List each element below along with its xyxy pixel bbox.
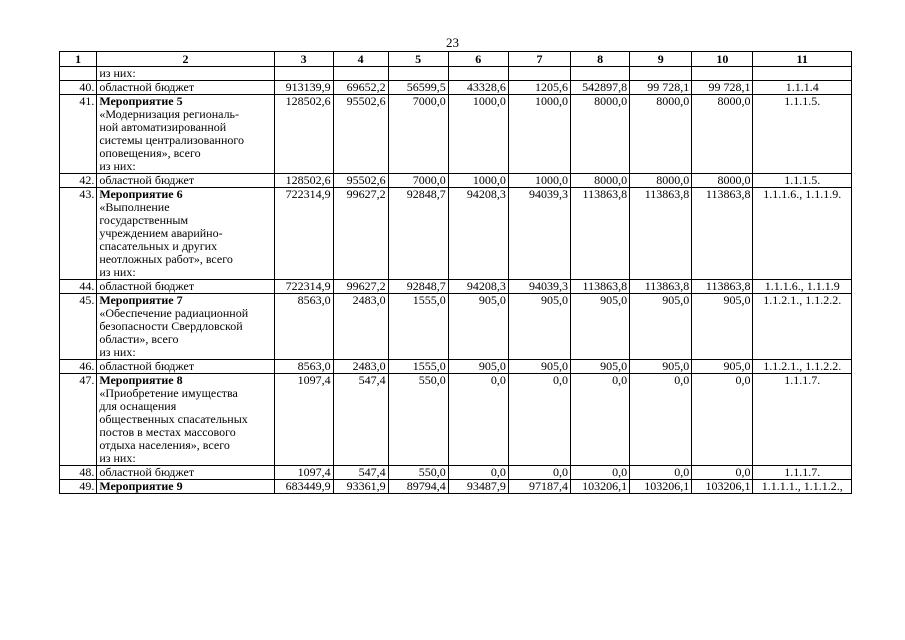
value-cell: 8000,0: [571, 95, 630, 174]
item-description: [97, 280, 274, 294]
item-description: [97, 67, 274, 81]
value-cell: [448, 67, 508, 81]
reference-code: 1.1.1.6., 1.1.1.9: [753, 280, 852, 294]
value-cell: [630, 67, 692, 81]
value-cell: 95502,6: [333, 174, 388, 188]
column-header: 9: [630, 52, 692, 67]
reference-code: 1.1.2.1., 1.1.2.2.: [753, 294, 852, 360]
description-line: государственным: [99, 213, 189, 227]
value-cell: 683449,9: [274, 480, 333, 494]
value-cell: 2483,0: [333, 294, 388, 360]
description-line: областной бюджет: [99, 80, 195, 94]
column-header: 3: [274, 52, 333, 67]
value-cell: 722314,9: [274, 188, 333, 280]
item-description: [97, 360, 274, 374]
value-cell: 99 728,1: [692, 81, 753, 95]
column-header: 7: [508, 52, 570, 67]
description-line: спасательных и других: [99, 239, 218, 253]
value-cell: 1000,0: [448, 174, 508, 188]
value-cell: 92848,7: [388, 188, 448, 280]
value-cell: 0,0: [630, 466, 692, 480]
table-row: [60, 294, 852, 360]
description-line: «Выполнение: [99, 200, 170, 214]
value-cell: 547,4: [333, 466, 388, 480]
value-cell: 8000,0: [630, 174, 692, 188]
item-description: [97, 188, 274, 280]
value-cell: 550,0: [388, 466, 448, 480]
value-cell: 8563,0: [274, 360, 333, 374]
value-cell: 722314,9: [274, 280, 333, 294]
value-cell: 1000,0: [508, 95, 570, 174]
table-row: [60, 95, 852, 174]
description-line: областной бюджет: [99, 279, 195, 293]
value-cell: 8563,0: [274, 294, 333, 360]
column-header: 6: [448, 52, 508, 67]
column-header: 2: [97, 52, 274, 67]
description-line: неотложных работ», всего: [99, 252, 233, 266]
measure-title: Мероприятие 9: [99, 479, 183, 493]
page-number: 23: [446, 35, 459, 50]
value-cell: [692, 67, 753, 81]
value-cell: 0,0: [692, 466, 753, 480]
value-cell: 1000,0: [508, 174, 570, 188]
value-cell: 113863,8: [571, 280, 630, 294]
description-line: безопасности Свердловской: [99, 319, 243, 333]
row-number: 41.: [60, 95, 97, 174]
value-cell: 8000,0: [571, 174, 630, 188]
column-header: 8: [571, 52, 630, 67]
reference-code: 1.1.1.6., 1.1.1.9.: [753, 188, 852, 280]
value-cell: 113863,8: [571, 188, 630, 280]
reference-code: 1.1.1.4: [753, 81, 852, 95]
value-cell: 905,0: [448, 360, 508, 374]
description-line: постов в местах массового: [99, 425, 236, 439]
description-line: «Модернизация региональ-: [99, 107, 240, 121]
description-line: из них:: [99, 159, 136, 173]
value-cell: 93487,9: [448, 480, 508, 494]
value-cell: 905,0: [630, 294, 692, 360]
description-line: ной автоматизированной: [99, 120, 227, 134]
value-cell: 0,0: [508, 466, 570, 480]
table-row: [60, 374, 852, 466]
description-line: оповещения», всего: [99, 146, 201, 160]
value-cell: 905,0: [508, 294, 570, 360]
value-cell: 905,0: [571, 294, 630, 360]
item-description: [97, 466, 274, 480]
table-row: [60, 480, 852, 494]
value-cell: [333, 67, 388, 81]
value-cell: 113863,8: [692, 188, 753, 280]
value-cell: 1097,4: [274, 466, 333, 480]
reference-code: 1.1.1.5.: [753, 174, 852, 188]
value-cell: 56599,5: [388, 81, 448, 95]
description-line: из них:: [99, 265, 136, 279]
value-cell: [388, 67, 448, 81]
table-row: [60, 466, 852, 480]
measure-title: Мероприятие 7: [99, 293, 183, 307]
row-number: 46.: [60, 360, 97, 374]
value-cell: 99627,2: [333, 280, 388, 294]
row-number: 48.: [60, 466, 97, 480]
column-header: 10: [692, 52, 753, 67]
value-cell: 103206,1: [571, 480, 630, 494]
table-row: [60, 67, 852, 81]
row-number: 47.: [60, 374, 97, 466]
value-cell: 128502,6: [274, 174, 333, 188]
reference-code: 1.1.1.1., 1.1.1.2.,: [753, 480, 852, 494]
value-cell: 99627,2: [333, 188, 388, 280]
value-cell: 103206,1: [692, 480, 753, 494]
value-cell: 113863,8: [692, 280, 753, 294]
description-line: областной бюджет: [99, 173, 195, 187]
item-description: [97, 374, 274, 466]
row-number: 43.: [60, 188, 97, 280]
value-cell: 905,0: [448, 294, 508, 360]
value-cell: 547,4: [333, 374, 388, 466]
value-cell: [508, 67, 570, 81]
table-row: [60, 360, 852, 374]
header-row: [60, 52, 852, 67]
value-cell: 103206,1: [630, 480, 692, 494]
description-line: из них:: [99, 345, 136, 359]
value-cell: 1555,0: [388, 294, 448, 360]
column-header: 11: [753, 52, 852, 67]
value-cell: 550,0: [388, 374, 448, 466]
value-cell: 0,0: [508, 374, 570, 466]
item-description: [97, 294, 274, 360]
value-cell: 99 728,1: [630, 81, 692, 95]
measure-title: Мероприятие 6: [99, 187, 183, 201]
value-cell: 69652,2: [333, 81, 388, 95]
description-line: из них:: [99, 66, 136, 80]
value-cell: 89794,4: [388, 480, 448, 494]
value-cell: 905,0: [630, 360, 692, 374]
measure-title: Мероприятие 5: [99, 94, 183, 108]
table-row: [60, 81, 852, 95]
item-description: [97, 81, 274, 95]
value-cell: 905,0: [508, 360, 570, 374]
column-header: 5: [388, 52, 448, 67]
value-cell: 2483,0: [333, 360, 388, 374]
value-cell: 7000,0: [388, 95, 448, 174]
measure-title: Мероприятие 8: [99, 373, 183, 387]
value-cell: [274, 67, 333, 81]
value-cell: 0,0: [630, 374, 692, 466]
value-cell: 1205,6: [508, 81, 570, 95]
column-header: 1: [60, 52, 97, 67]
value-cell: 0,0: [571, 466, 630, 480]
value-cell: [571, 67, 630, 81]
description-line: общественных спасательных: [99, 412, 248, 426]
value-cell: 95502,6: [333, 95, 388, 174]
row-number: 44.: [60, 280, 97, 294]
description-line: областной бюджет: [99, 359, 195, 373]
row-number: 40.: [60, 81, 97, 95]
reference-code: 1.1.1.7.: [753, 466, 852, 480]
value-cell: 113863,8: [630, 280, 692, 294]
value-cell: 0,0: [692, 374, 753, 466]
value-cell: 7000,0: [388, 174, 448, 188]
value-cell: 0,0: [448, 374, 508, 466]
value-cell: 93361,9: [333, 480, 388, 494]
value-cell: 905,0: [571, 360, 630, 374]
value-cell: 94208,3: [448, 188, 508, 280]
row-number: 49.: [60, 480, 97, 494]
value-cell: 1555,0: [388, 360, 448, 374]
description-line: отдыха населения», всего: [99, 438, 230, 452]
description-line: для оснащения: [99, 399, 177, 413]
row-number: [60, 67, 97, 81]
value-cell: 0,0: [571, 374, 630, 466]
description-line: из них:: [99, 451, 136, 465]
reference-code: 1.1.1.5.: [753, 95, 852, 174]
description-line: системы централизованного: [99, 133, 244, 147]
item-description: [97, 174, 274, 188]
value-cell: 94208,3: [448, 280, 508, 294]
row-number: 45.: [60, 294, 97, 360]
table-row: [60, 280, 852, 294]
column-header: 4: [333, 52, 388, 67]
budget-table: [59, 51, 852, 494]
value-cell: 92848,7: [388, 280, 448, 294]
description-line: области», всего: [99, 332, 179, 346]
value-cell: 8000,0: [692, 174, 753, 188]
description-line: учреждением аварийно-: [99, 226, 223, 240]
table-row: [60, 188, 852, 280]
value-cell: 128502,6: [274, 95, 333, 174]
value-cell: 542897,8: [571, 81, 630, 95]
value-cell: 905,0: [692, 360, 753, 374]
value-cell: 43328,6: [448, 81, 508, 95]
description-line: «Приобретение имущества: [99, 386, 238, 400]
description-line: областной бюджет: [99, 465, 195, 479]
value-cell: 0,0: [448, 466, 508, 480]
item-description: [97, 95, 274, 174]
table-row: [60, 174, 852, 188]
value-cell: 913139,9: [274, 81, 333, 95]
value-cell: 94039,3: [508, 280, 570, 294]
value-cell: 97187,4: [508, 480, 570, 494]
reference-code: 1.1.2.1., 1.1.2.2.: [753, 360, 852, 374]
value-cell: 905,0: [692, 294, 753, 360]
value-cell: 8000,0: [630, 95, 692, 174]
reference-code: [753, 67, 852, 81]
value-cell: 113863,8: [630, 188, 692, 280]
reference-code: 1.1.1.7.: [753, 374, 852, 466]
row-number: 42.: [60, 174, 97, 188]
value-cell: 94039,3: [508, 188, 570, 280]
value-cell: 1097,4: [274, 374, 333, 466]
description-line: «Обеспечение радиационной: [99, 306, 249, 320]
item-description: [97, 480, 274, 494]
value-cell: 1000,0: [448, 95, 508, 174]
value-cell: 8000,0: [692, 95, 753, 174]
